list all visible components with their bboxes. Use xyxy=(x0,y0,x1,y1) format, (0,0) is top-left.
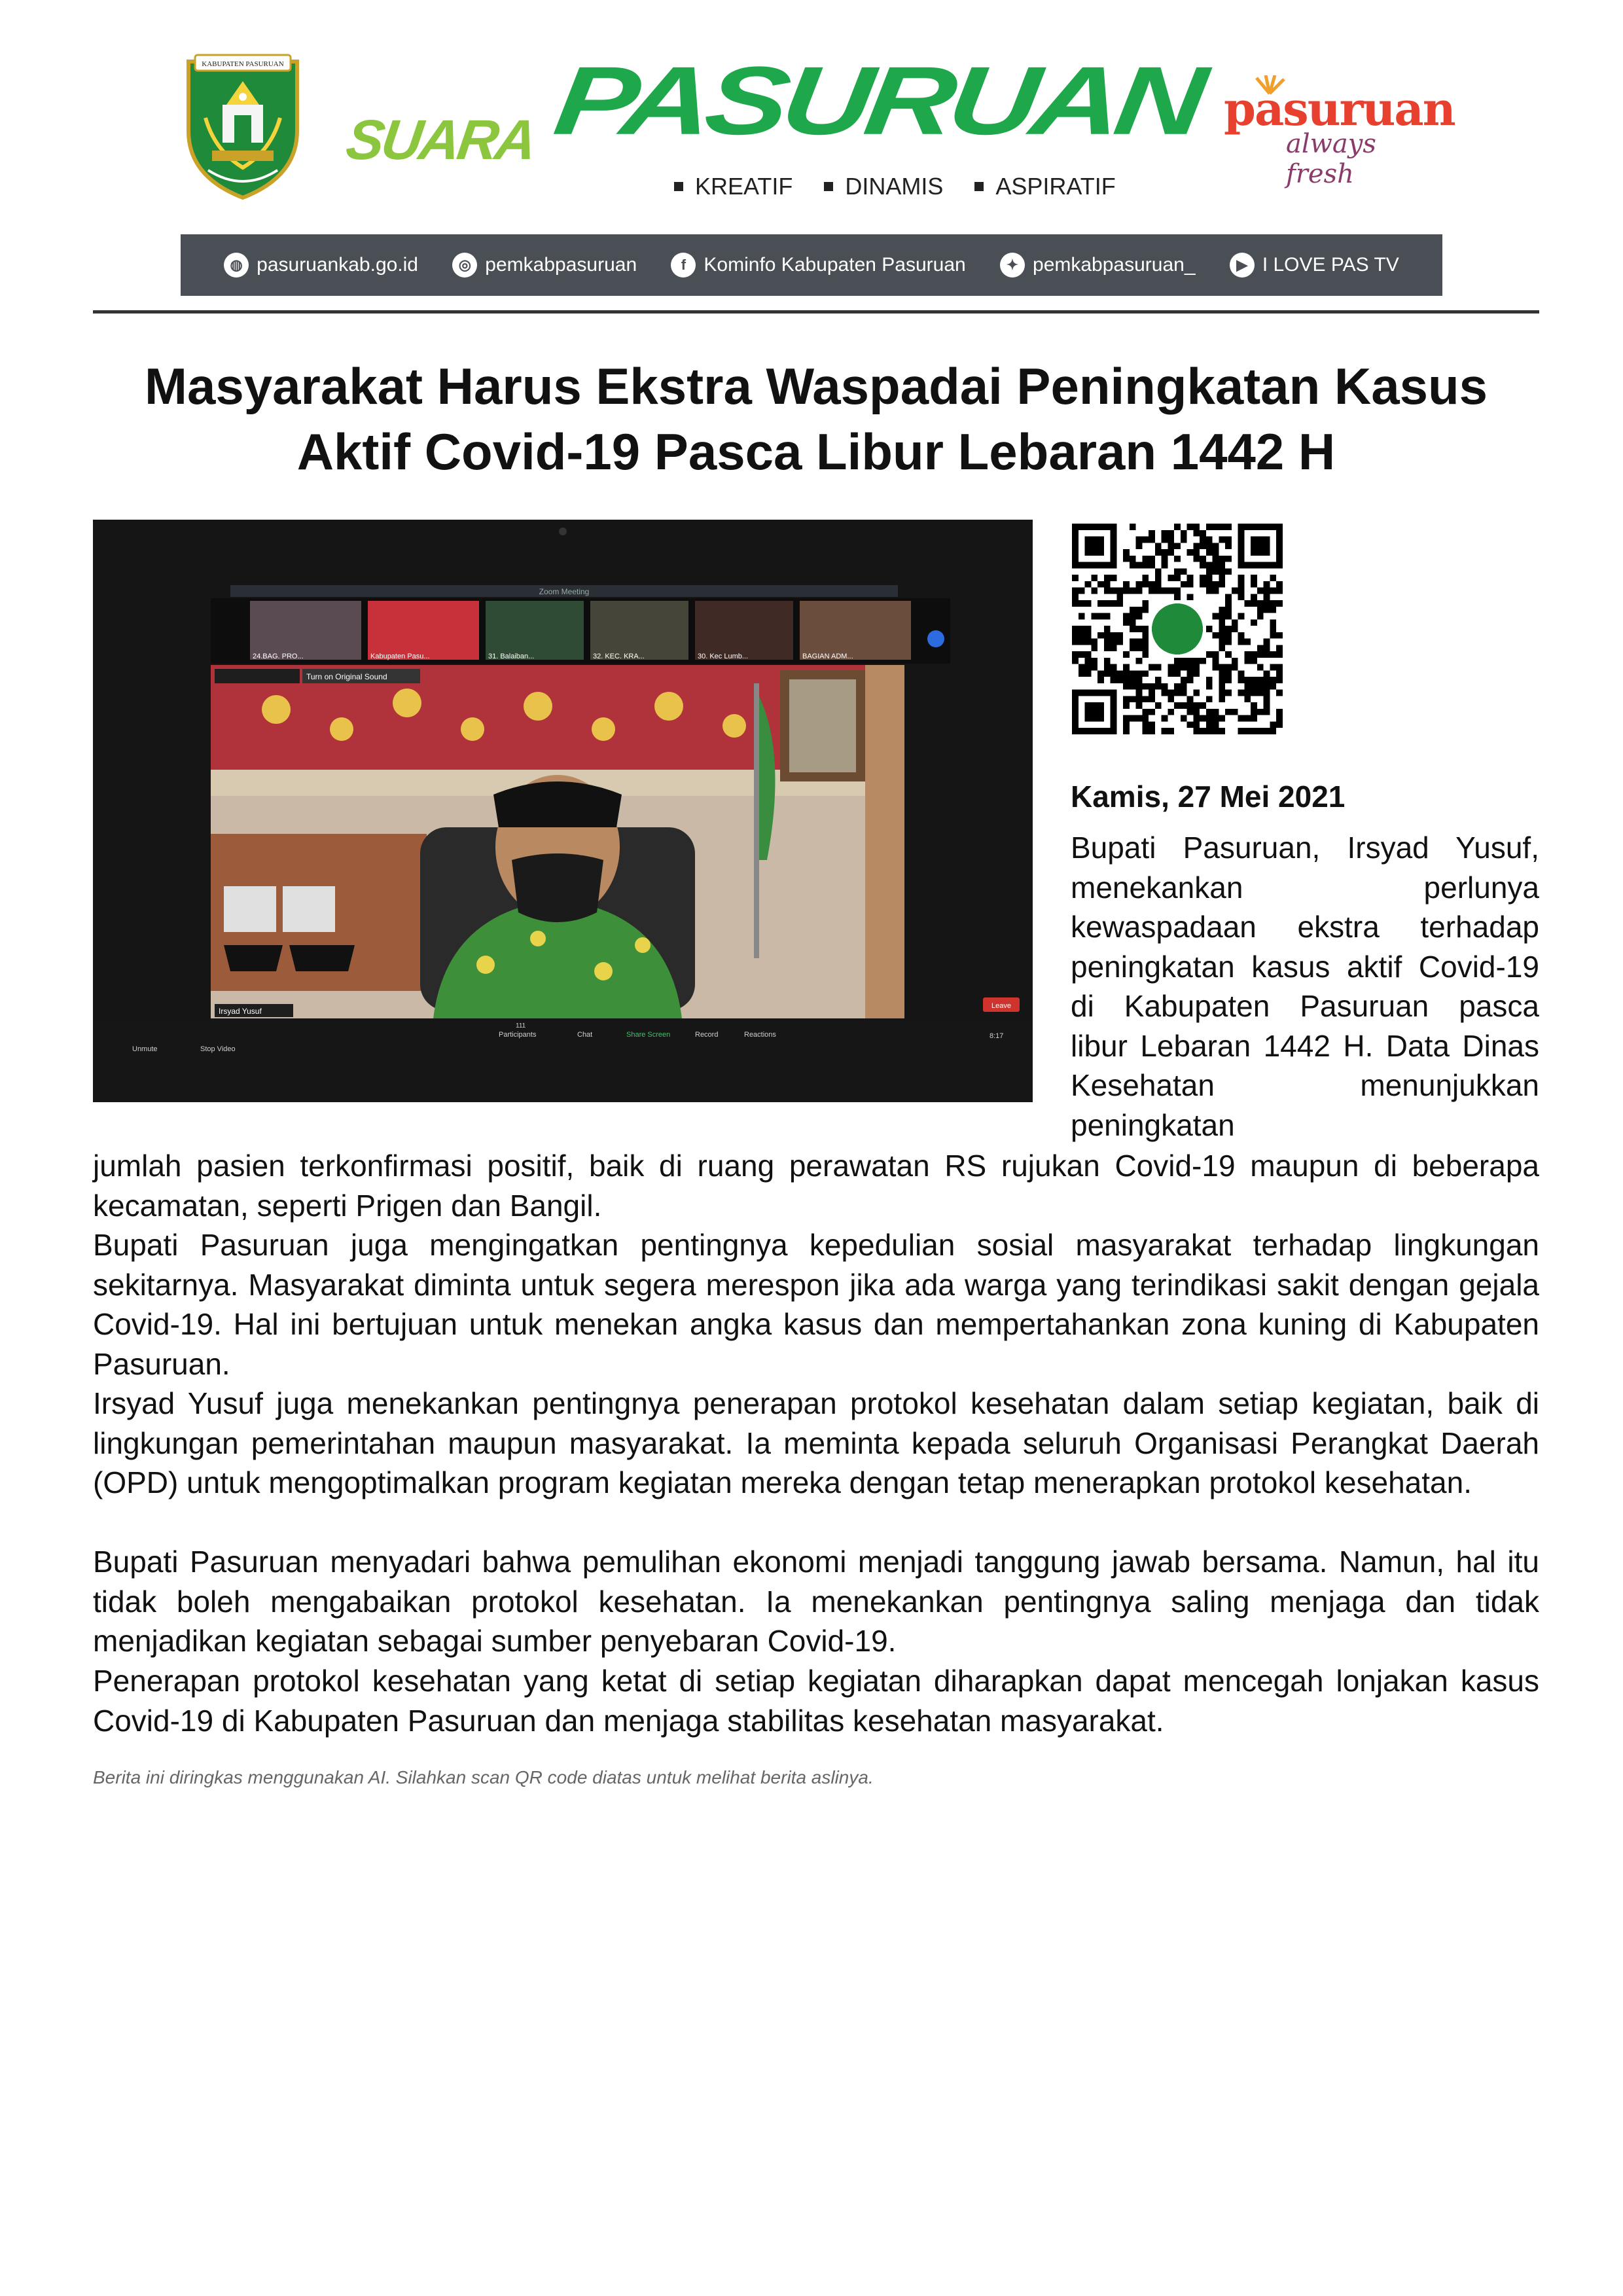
globe-icon: ◍ xyxy=(224,253,249,278)
paragraph-5: Penerapan protokol kesehatan yang ketat di setiap kegiatan diharapkan dapat mencegah lonjakan kasus Covid-19 di Kabupaten Pasuruan dan menjaga stabilitas kesehatan masyarakat. xyxy=(93,1664,1539,1738)
toolbar-unmute: Unmute xyxy=(132,1045,158,1053)
participant-count: 111 xyxy=(516,1022,526,1030)
instagram-icon: ◎ xyxy=(452,253,477,278)
leave-label: Leave xyxy=(991,1002,1011,1010)
paragraph-3: Irsyad Yusuf juga menekankan pentingnya penerapan protokol kesehatan dalam setiap kegiatan, baik di lingkungan pemerintahan maupun masyarakat. Ia meminta kepada seluruh Organisasi Perangkat Daerah (OPD) untuk mengoptimalkan program kegiatan mereka dengan tetap menerapkan protokol kesehatan. xyxy=(93,1386,1539,1499)
toolbar-chat: Chat xyxy=(577,1031,593,1039)
taglines xyxy=(674,173,1116,200)
speaker-name: Irsyad Yusuf xyxy=(219,1007,262,1016)
toolbar-participants: Participants xyxy=(499,1031,537,1039)
square-bullet-icon xyxy=(974,182,984,191)
article-date: Kamis, 27 Mei 2021 xyxy=(1071,780,1346,814)
thumb-label: Kabupaten Pasu... xyxy=(370,653,430,660)
paragraph-4: Bupati Pasuruan menyadari bahwa pemulihan ekonomi menjadi tanggung jawab bersama. Namun, hal itu tidak boleh mengabaikan protokol kesehatan. Ia menekankan pentingnya saling menjaga dan tidak menjadikan kegiatan sebagai sumber penyebaran Covid-19. xyxy=(93,1545,1539,1658)
square-bullet-icon xyxy=(674,182,683,191)
tourism-logo xyxy=(1224,82,1455,189)
brand-suara: SUARA xyxy=(342,109,539,171)
thumb-label: 32. KEC. KRA... xyxy=(593,653,645,660)
paragraph-2: Bupati Pasuruan juga mengingatkan pentingnya kepedulian sosial masyarakat terhadap lingkungan sekitarnya. Masyarakat diminta untuk segera merespon jika ada warga yang terindikasi sakit dengan gejala Covid-19. Hal ini bertujuan untuk menekan angka kasus dan mempertahankan zona kuning di Kabupaten Pasuruan. xyxy=(93,1228,1539,1381)
social-link-youtube[interactable]: ▶ I LOVE PAS TV xyxy=(1230,253,1399,278)
original-sound-button: Turn on Original Sound xyxy=(306,672,387,681)
thumb-label: 24.BAG. PRO... xyxy=(253,653,304,660)
social-media-bar xyxy=(181,234,1442,296)
ai-disclaimer: Berita ini diringkas menggunakan AI. Silahkan scan QR code diatas untuk melihat berita aslinya. xyxy=(93,1767,874,1787)
qr-code[interactable] xyxy=(1072,524,1283,734)
tagline-item: KREATIF xyxy=(674,173,793,200)
toolbar-stop-video: Stop Video xyxy=(200,1045,236,1053)
article-title-line-2: Aktif Covid-19 Pasca Libur Lebaran 1442 H xyxy=(296,423,1336,480)
tourism-logo-tagline: always fresh xyxy=(1286,129,1376,189)
facebook-icon: f xyxy=(671,253,696,278)
tourism-logo-word: pasuruan xyxy=(1224,82,1455,136)
next-page-icon[interactable] xyxy=(927,630,944,647)
thumb-label: 31. Balaiban... xyxy=(488,653,535,660)
participant-thumbnails xyxy=(250,601,911,660)
twitter-icon: ✦ xyxy=(1000,253,1025,278)
masthead xyxy=(342,46,1207,209)
social-link-website[interactable]: ◍ pasuruankab.go.id xyxy=(224,253,418,278)
thumb-label: 30. Kec Lumb... xyxy=(698,653,749,660)
thumb-label: BAGIAN ADM... xyxy=(802,653,853,660)
youtube-icon: ▶ xyxy=(1230,253,1255,278)
brand-pasuruan: PASURUAN xyxy=(548,46,1207,155)
header-divider xyxy=(93,310,1539,314)
square-bullet-icon xyxy=(824,182,833,191)
regency-crest-logo xyxy=(182,52,304,200)
article-photo xyxy=(93,520,1033,1102)
toolbar-record: Record xyxy=(695,1031,719,1039)
article-title xyxy=(93,353,1539,484)
toolbar-reactions: Reactions xyxy=(744,1031,776,1039)
zoom-meeting-photo xyxy=(93,520,1033,1102)
clock: 8:17 xyxy=(990,1032,1004,1040)
tagline-item: DINAMIS xyxy=(824,173,943,200)
social-link-twitter[interactable]: ✦ pemkabpasuruan_ xyxy=(1000,253,1196,278)
paragraph-1-continued: jumlah pasien terkonfirmasi positif, baik di ruang perawatan RS rujukan Covid-19 maupun di beberapa kecamatan, seperti Prigen dan Bangil. xyxy=(93,1149,1539,1223)
crest-label: KABUPATEN PASURUAN xyxy=(202,60,284,68)
zoom-window-title: Zoom Meeting xyxy=(539,587,590,596)
social-link-facebook[interactable]: f Kominfo Kabupaten Pasuruan xyxy=(671,253,965,278)
article-title-line-1: Masyarakat Harus Ekstra Waspadai Peningkatan Kasus xyxy=(145,357,1488,415)
qr-center-logo-icon xyxy=(1152,603,1203,655)
paragraph-1-side: Bupati Pasuruan, Irsyad Yusuf, menekankan perlunya kewaspadaan ekstra terhadap peningkatan kasus aktif Covid-19 di Kabupaten Pasuruan pasca libur Lebaran 1442 H. Data Dinas Kesehatan menunjukkan peningkatan xyxy=(1071,831,1539,1142)
social-link-instagram[interactable]: ◎ pemkabpasuruan xyxy=(452,253,637,278)
tagline-item: ASPIRATIF xyxy=(974,173,1115,200)
toolbar-share-screen: Share Screen xyxy=(626,1031,671,1039)
